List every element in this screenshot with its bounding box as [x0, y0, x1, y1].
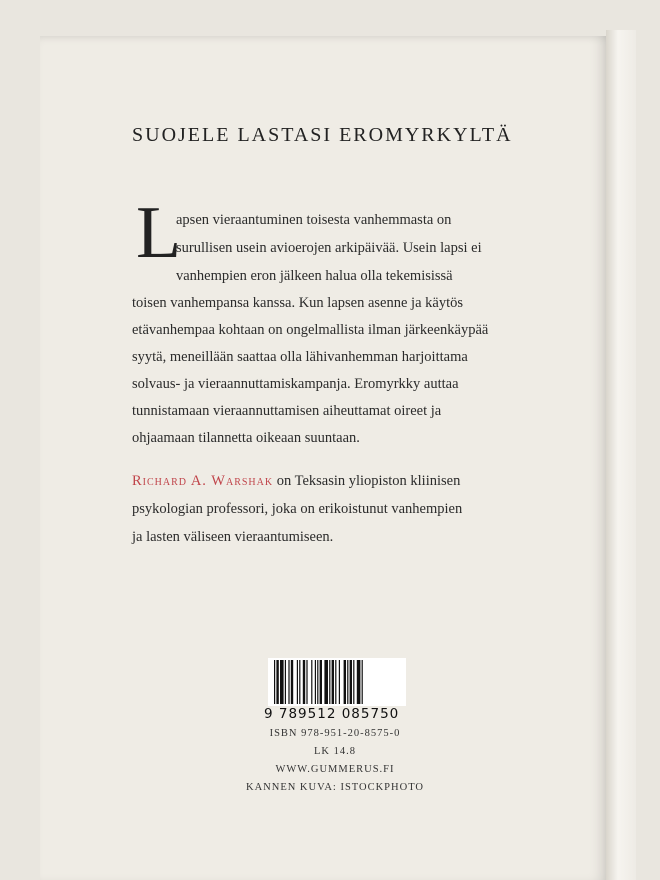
book-title: SUOJELE LASTASI EROMYRKYLTÄ	[132, 124, 513, 146]
author-bio-line: psykologian professori, joka on erikoistunut vanhempien	[132, 501, 463, 517]
publisher-website: WWW.GUMMERUS.FI	[275, 764, 395, 775]
blurb-line: apsen vieraantuminen toisesta vanhemmasta on	[176, 212, 452, 228]
barcode	[268, 658, 406, 706]
barcode-bar	[297, 660, 298, 704]
barcode-bar	[357, 660, 361, 704]
barcode-bar	[320, 660, 322, 704]
barcode-bar	[324, 660, 328, 704]
blurb-line: ohjaamaan tilannetta oikeaan suuntaan.	[132, 430, 360, 446]
blurb-line: solvaus- ja vieraannuttamiskampanja. Eromyrkky auttaa	[132, 376, 459, 392]
barcode-bar	[303, 660, 305, 704]
barcode-bar	[329, 660, 330, 704]
blurb-line: syytä, meneillään saattaa olla lähivanhemman harjoittama	[132, 349, 468, 365]
author-name: Richard A. Warshak	[132, 473, 274, 489]
barcode-bar	[285, 660, 286, 704]
blurb-line: toisen vanhempansa kanssa. Kun lapsen asenne ja käytös	[132, 295, 463, 311]
barcode-bar	[306, 660, 307, 704]
blurb-line: tunnistamaan vieraannuttamisen aiheuttamat oireet ja	[132, 403, 442, 419]
barcode-digits: 9 789512 085750	[264, 706, 400, 722]
blurb-line: surullisen usein avioerojen arkipäivää. Usein lapsi ei	[176, 240, 482, 256]
barcode-bar	[335, 660, 336, 704]
barcode-bar	[344, 660, 346, 704]
blurb-line: etävanhempaa kohtaan on ongelmallista ilman järkeenkäypää	[132, 322, 489, 338]
book-spine-edge	[606, 30, 636, 880]
barcode-bar	[315, 660, 316, 704]
barcode-bar	[339, 660, 340, 704]
barcode-bar	[274, 660, 275, 704]
barcode-bar	[350, 660, 352, 704]
barcode-bar	[276, 660, 278, 704]
barcode-bar	[299, 660, 300, 704]
isbn: ISBN 978-951-20-8575-0	[269, 728, 401, 739]
barcode-bar	[317, 660, 318, 704]
barcode-bar	[311, 660, 312, 704]
barcode-bar	[362, 660, 363, 704]
library-class: LK 14.8	[314, 746, 356, 757]
barcode-bar	[291, 660, 293, 704]
barcode-bar	[280, 660, 284, 704]
author-bio-line: ja lasten väliseen vieraantumiseen.	[132, 529, 334, 545]
barcode-bars	[274, 660, 400, 704]
author-bio-text: on Teksasin yliopiston kliinisen	[273, 473, 461, 489]
barcode-bar	[353, 660, 354, 704]
author-bio-line	[132, 473, 460, 490]
barcode-bar	[288, 660, 289, 704]
barcode-bar	[332, 660, 334, 704]
cover-credit: KANNEN KUVA: ISTOCKPHOTO	[245, 782, 424, 793]
blurb-line: vanhempien eron jälkeen halua olla tekemisissä	[176, 268, 453, 284]
barcode-bar	[347, 660, 348, 704]
drop-cap: L	[136, 192, 182, 274]
